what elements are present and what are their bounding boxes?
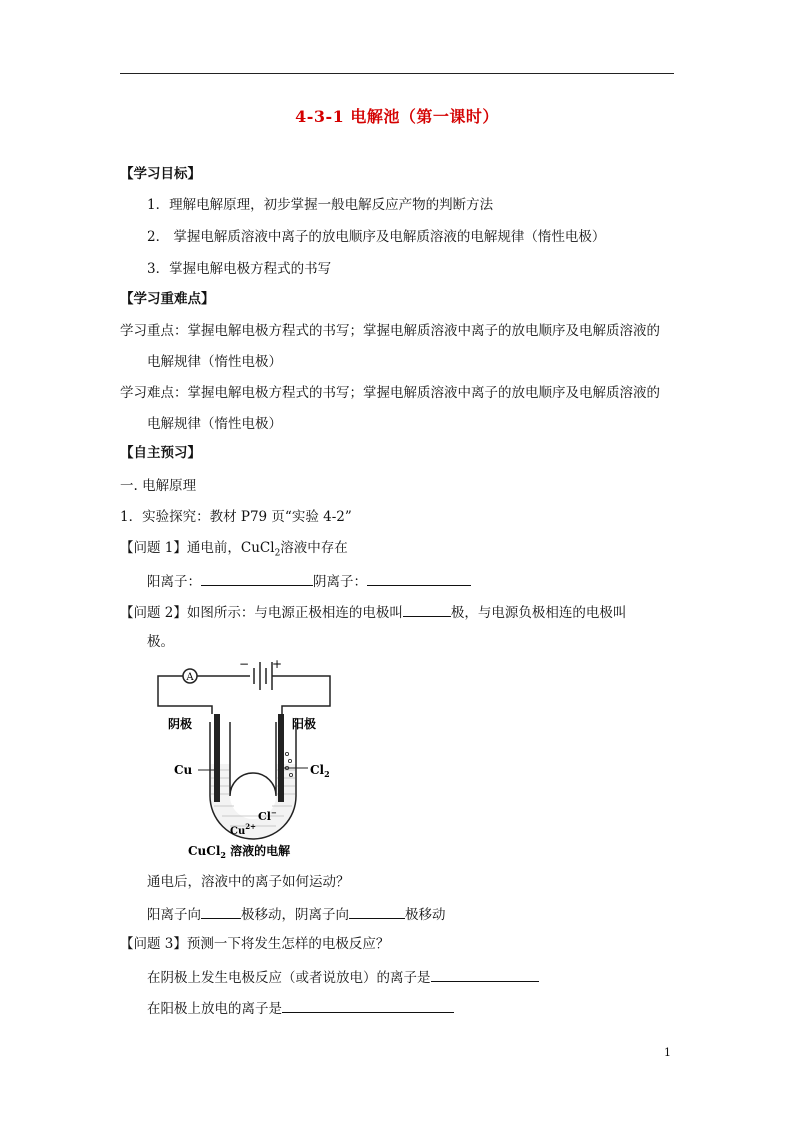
focus-line-1: 学习重点：掌握电解电极方程式的书写；掌握电解质溶液中离子的放电顺序及电解质溶液的 [120, 323, 660, 339]
cation-direction-blank[interactable] [201, 903, 241, 919]
experiment-line: 1．实验探究：教材 P79 页“实验 4-2” [120, 509, 352, 525]
focus-line-2: 电解规律（惰性电极） [147, 354, 282, 370]
page-title: 4-3-1 电解池（第一课时） [295, 107, 499, 126]
diagram-caption: CuCl$_2$ 溶液的电解 [188, 844, 291, 860]
question-1-subscript: 2 [274, 548, 281, 559]
question-2-line-2: 极。 [147, 634, 174, 650]
cathode-rod [214, 714, 220, 802]
ion-movement-text-c: 极移动 [405, 907, 446, 923]
u-tube-inner [230, 722, 276, 796]
anode-name-blank[interactable] [403, 601, 451, 617]
question-2-text: 【问题 2】如图所示：与电源正极相连的电极叫 [120, 605, 403, 621]
difficulty-line-1: 学习难点：掌握电解电极方程式的书写；掌握电解质溶液中离子的放电顺序及电解质溶液的 [120, 385, 660, 401]
ion-movement-text-a: 阳离子向 [147, 907, 201, 923]
anode-discharge-line [147, 997, 454, 1019]
anode-rod [278, 714, 284, 802]
ions-line [147, 570, 471, 592]
cathode-discharge-text: 在阴极上发生电极反应（或者说放电）的离子是 [147, 970, 431, 986]
ammeter-label: A [186, 672, 194, 683]
part-1-heading: 一. 电解原理 [120, 478, 197, 494]
question-1-text-end: 溶液中存在 [280, 540, 348, 556]
goal-item-3: 3．掌握电解电极方程式的书写 [147, 261, 332, 277]
question-1 [120, 538, 348, 564]
electrolysis-diagram [150, 656, 340, 862]
anode-ion-blank[interactable] [282, 997, 454, 1013]
difficulty-line-2: 电解规律（惰性电极） [147, 416, 282, 432]
cathode-label: 阴极 [168, 717, 193, 731]
question-2-text-end: 极，与电源负极相连的电极叫 [450, 605, 627, 621]
cation-blank[interactable] [201, 570, 313, 586]
chloride-ion-label: Cl− [258, 808, 277, 823]
anion-direction-blank[interactable] [349, 903, 405, 919]
cation-label: 阳离子： [147, 574, 201, 590]
header-rule [120, 73, 674, 74]
preview-heading: 【自主预习】 [120, 445, 201, 461]
cathode-discharge-line [147, 966, 539, 988]
battery-minus-label: − [239, 657, 250, 671]
chlorine-gas-label: $Cl_2$ [310, 763, 330, 779]
goals-heading: 【学习目标】 [120, 166, 201, 182]
after-current-question: 通电后，溶液中的离子如何运动？ [147, 874, 350, 890]
anion-blank[interactable] [367, 570, 471, 586]
question-2-line-1 [120, 601, 626, 623]
anion-label: 阴离子： [313, 574, 367, 590]
page-number: 1 [664, 1046, 671, 1059]
ion-movement-line [147, 903, 446, 925]
key-points-heading: 【学习重难点】 [120, 291, 215, 307]
copper-ion-label: $Cu^{2+}$ [230, 822, 256, 837]
question-3: 【问题 3】预测一下将发生怎样的电极反应？ [120, 936, 390, 952]
copper-label: Cu [174, 763, 193, 777]
anode-label: 阳极 [292, 717, 317, 731]
question-1-text: 【问题 1】通电前，CuCl [120, 540, 275, 556]
cathode-ion-blank[interactable] [431, 966, 539, 982]
circuit-wire [158, 676, 330, 714]
battery-plus-label: + [272, 657, 283, 671]
anode-discharge-text: 在阳极上放电的离子是 [147, 1001, 282, 1017]
ion-movement-text-b: 极移动，阴离子向 [241, 907, 349, 923]
goal-item-1: 1．理解电解原理，初步掌握一般电解反应产物的判断方法 [147, 197, 494, 213]
goal-item-2: 2． 掌握电解质溶液中离子的放电顺序及电解质溶液的电解规律（惰性电极） [147, 229, 606, 245]
